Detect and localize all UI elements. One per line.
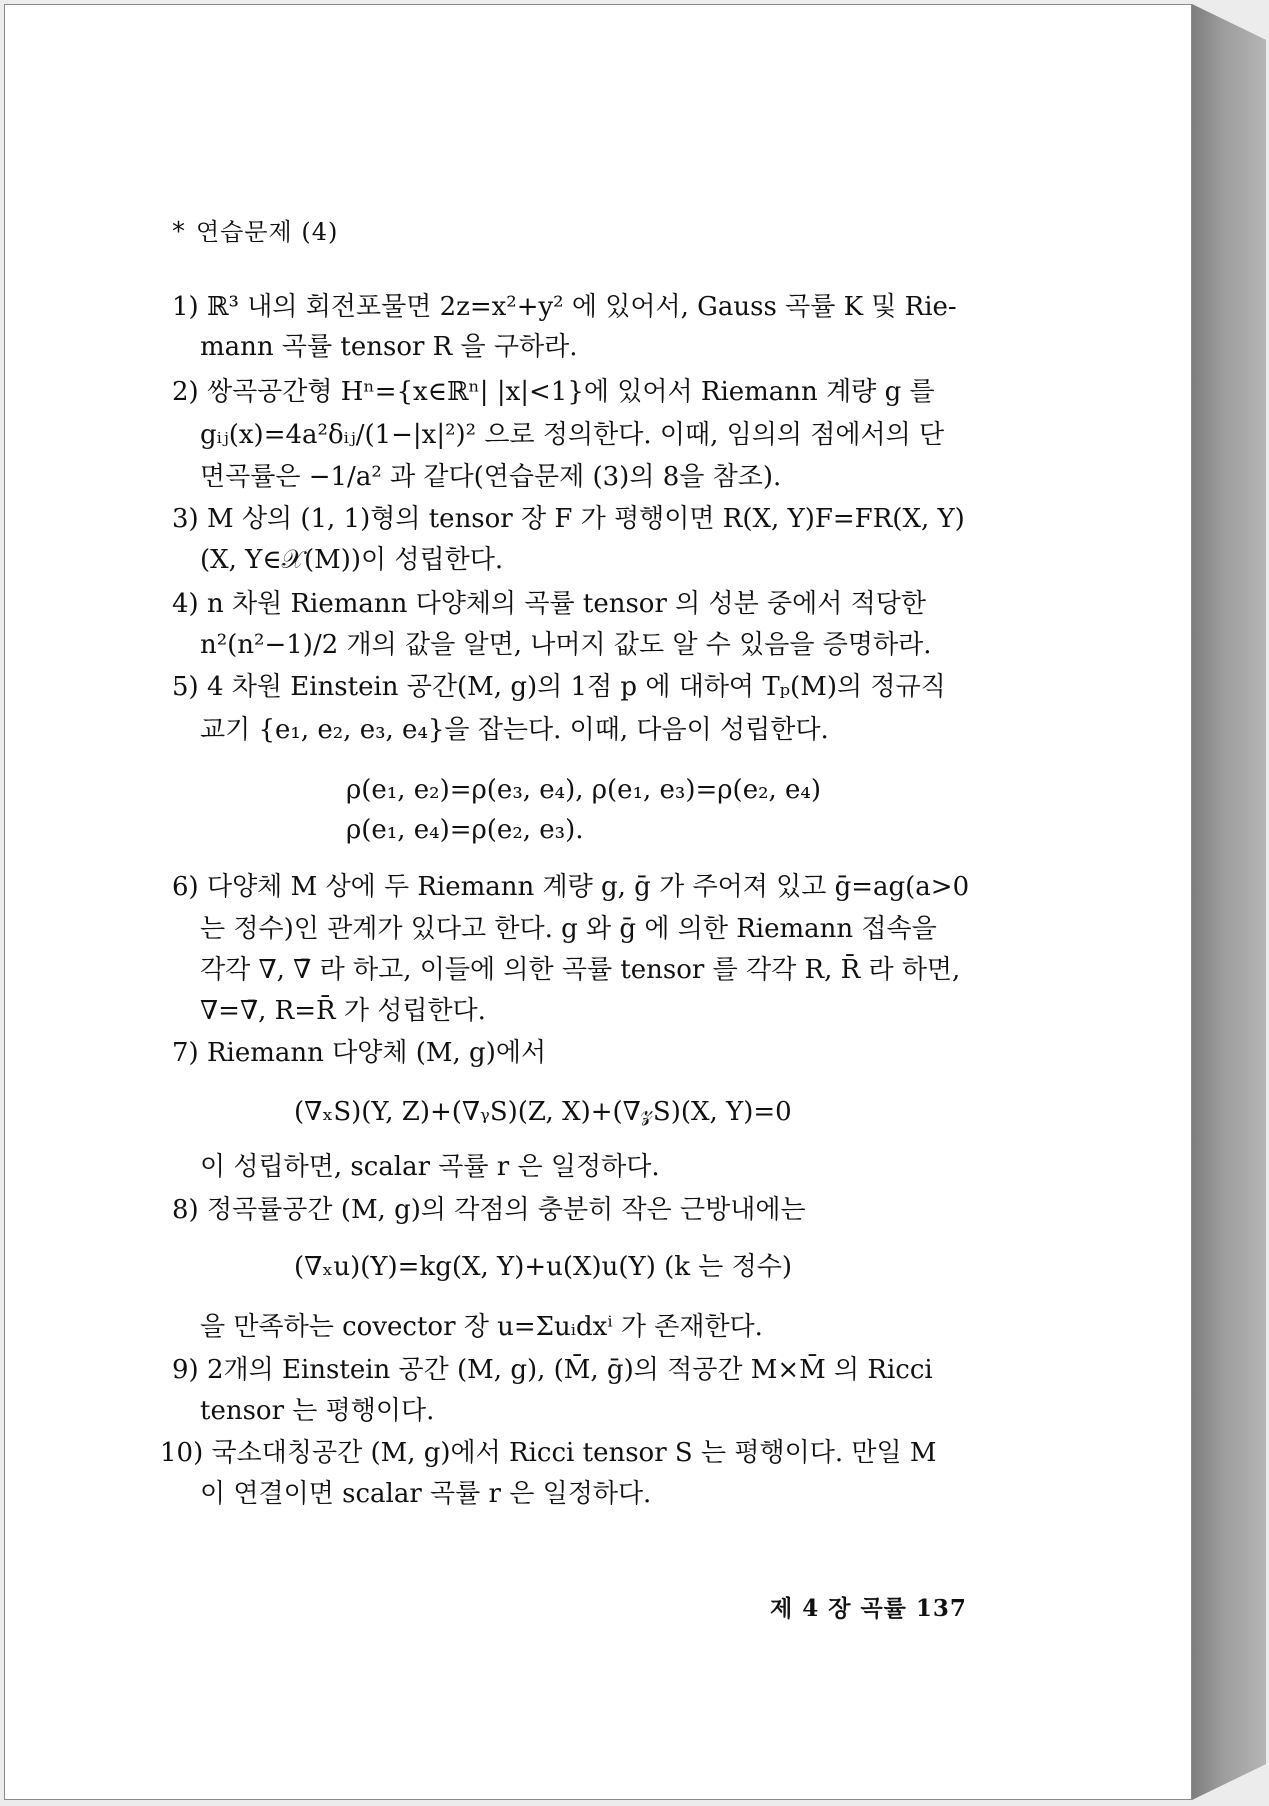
exercise-line: 이 연결이면 scalar 곡률 r 은 일정하다. bbox=[200, 1479, 652, 1509]
star-marker: * bbox=[172, 217, 186, 247]
exercise-line: 을 만족하는 covector 장 u=Σuᵢdxⁱ 가 존재한다. bbox=[200, 1312, 763, 1342]
exercise-line: 4) n 차원 Riemann 다양체의 곡률 tensor 의 성분 중에서 적당한 bbox=[172, 589, 926, 619]
exercise-line: 8) 정곡률공간 (M, g)의 각점의 충분히 작은 근방내에는 bbox=[172, 1195, 806, 1225]
exercise-line: 1) ℝ³ 내의 회전포물면 2z=x²+y² 에 있어서, Gauss 곡률 K 및 Rie- bbox=[172, 292, 957, 322]
exercise-line: 10) 국소대칭공간 (M, g)에서 Ricci tensor S 는 평행이다. 만일 M bbox=[160, 1438, 937, 1468]
exercise-line: gᵢⱼ(x)=4a²δᵢⱼ/(1−|x|²)² 으로 정의한다. 이때, 임의의 점에서의 단 bbox=[200, 420, 945, 450]
equation-line: (∇ₓS)(Y, Z)+(∇ᵧS)(Z, X)+(∇𝓏S)(X, Y)=0 bbox=[294, 1097, 792, 1127]
exercise-line: ∇=∇̄, R=R̄ 가 성립한다. bbox=[200, 996, 486, 1026]
exercise-line: 교기 {e₁, e₂, e₃, e₄}을 잡는다. 이때, 다음이 성립한다. bbox=[200, 715, 829, 745]
exercise-line: 5) 4 차원 Einstein 공간(M, g)의 1점 p 에 대하여 Tₚ(M)의 정규직 bbox=[172, 672, 946, 702]
exercise-line: n²(n²−1)/2 개의 값을 알면, 나머지 값도 알 수 있음을 증명하라. bbox=[200, 630, 932, 660]
exercise-line: 는 정수)인 관계가 있다고 한다. g 와 ḡ 에 의한 Riemann 접속을 bbox=[200, 914, 937, 944]
equation-line: ρ(e₁, e₂)=ρ(e₃, e₄), ρ(e₁, e₃)=ρ(e₂, e₄) bbox=[346, 775, 821, 805]
equation-line: (∇ₓu)(Y)=kg(X, Y)+u(X)u(Y) (k 는 정수) bbox=[294, 1252, 793, 1282]
exercise-line: 면곡률은 −1/a² 과 같다(연습문제 (3)의 8을 참조). bbox=[200, 462, 782, 492]
exercise-line: 이 성립하면, scalar 곡률 r 은 일정하다. bbox=[200, 1152, 660, 1182]
exercise-line: 2) 쌍곡공간형 Hⁿ={x∈ℝⁿ| |x|<1}에 있어서 Riemann 계량 g 를 bbox=[172, 377, 935, 407]
exercise-line: mann 곡률 tensor R 을 구하라. bbox=[200, 332, 578, 362]
equation-line: ρ(e₁, e₄)=ρ(e₂, e₃). bbox=[346, 815, 584, 845]
exercise-line: tensor 는 평행이다. bbox=[200, 1396, 435, 1426]
exercise-line: 3) M 상의 (1, 1)형의 tensor 장 F 가 평행이면 R(X, Y)F=FR(X, Y) bbox=[172, 504, 965, 534]
heading-text: 연습문제 (4) bbox=[196, 218, 339, 246]
exercise-line: 9) 2개의 Einstein 공간 (M, g), (M̄, ḡ)의 적공간 M×M̄ 의 Ricci bbox=[172, 1355, 933, 1385]
exercise-line: 6) 다양체 M 상에 두 Riemann 계량 g, ḡ 가 주어져 있고 ḡ=ag(a>0 bbox=[172, 872, 970, 902]
exercise-line: (X, Y∈𝒳(M))이 성립한다. bbox=[200, 545, 504, 575]
exercise-line: 7) Riemann 다양체 (M, g)에서 bbox=[172, 1038, 547, 1068]
page-footer: 제 4 장 곡률 137 bbox=[770, 1595, 967, 1622]
exercise-line: 각각 ∇, ∇̄ 라 하고, 이들에 의한 곡률 tensor 를 각각 R, R̄ 라 하면, bbox=[200, 955, 961, 985]
